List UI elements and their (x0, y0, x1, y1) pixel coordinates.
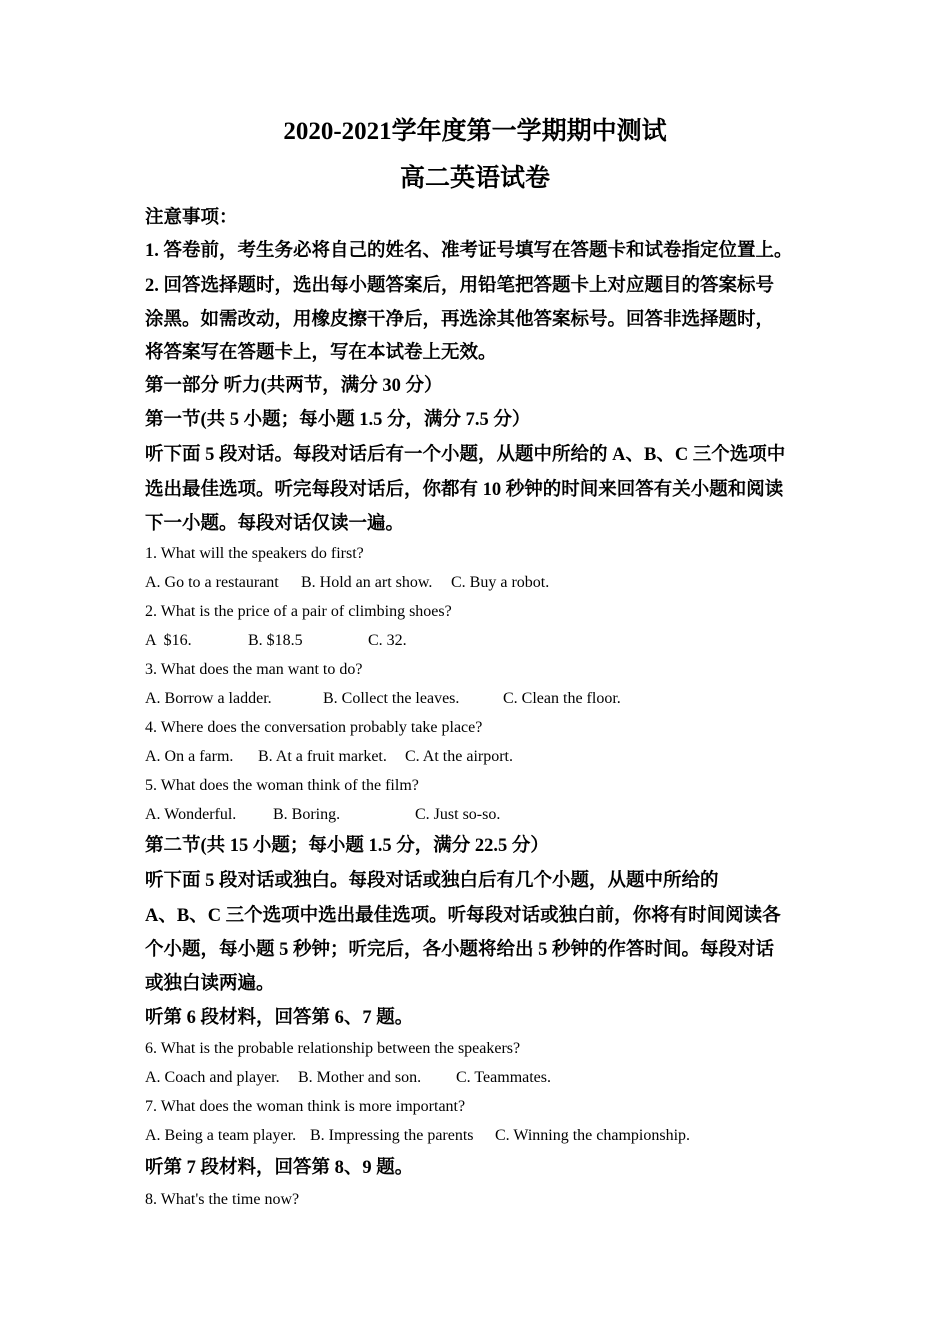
question-options (145, 804, 845, 826)
option-b: B. Mother and son. (298, 1069, 422, 1086)
option-b: B. Impressing the parents (310, 1127, 474, 1144)
question-stem: 6. What is the probable relationship between the speakers? (145, 1040, 521, 1057)
section1-heading: 第一节(共 5 小题；每小题 1.5 分，满分 7.5 分） (145, 410, 531, 430)
question-stem: 1. What will the speakers do first? (145, 545, 364, 562)
question-options (145, 688, 845, 710)
notice-item-2-line-3: 将答案写在答题卡上，写在本试卷上无效。 (145, 343, 497, 363)
option-b: B. Collect the leaves. (323, 690, 460, 707)
option-b: B. $18.5 (248, 632, 303, 649)
question-options (145, 746, 845, 768)
question-stem: 3. What does the man want to do? (145, 661, 363, 678)
option-c: C. Winning the championship. (495, 1127, 691, 1144)
section1-instruction-line-1: 听下面 5 段对话。每段对话后有一个小题，从题中所给的 A、B、C 三个选项中 (145, 445, 786, 465)
question-stem: 8. What's the time now? (145, 1191, 300, 1208)
section1-instruction-line-2: 选出最佳选项。听完每段对话后，你都有 10 秒钟的时间来回答有关小题和阅读 (145, 480, 784, 500)
question-stem: 2. What is the price of a pair of climbing shoes? (145, 603, 452, 620)
option-b: B. Hold an art show. (301, 574, 433, 591)
option-a: A. Wonderful. (145, 806, 237, 823)
option-c: C. At the airport. (405, 748, 513, 765)
exam-subtitle: 高二英语试卷 (399, 165, 550, 192)
option-c: C. Buy a robot. (451, 574, 550, 591)
notice-heading: 注意事项： (145, 208, 238, 228)
option-a: A. Go to a restaurant (145, 574, 279, 591)
question-options (145, 630, 845, 652)
question-stem: 7. What does the woman think is more important? (145, 1098, 466, 1115)
notice-item-1: 1. 答卷前，考生务必将自己的姓名、准考证号填写在答题卡和试卷指定位置上。 (145, 241, 793, 261)
section2-instruction-line-1: 听下面 5 段对话或独白。每段对话或独白后有几个小题，从题中所给的 (145, 871, 719, 891)
option-c: C. 32. (368, 632, 407, 649)
question-stem: 5. What does the woman think of the film? (145, 777, 419, 794)
exam-title: 2020-2021学年度第一学期期中测试 (283, 118, 667, 145)
question-stem: 4. Where does the conversation probably take place? (145, 719, 483, 736)
section2-instruction-line-2: A、B、C 三个选项中选出最佳选项。听每段对话或独白前，你将有时间阅读各 (145, 906, 781, 926)
material-6-heading: 听第 6 段材料，回答第 6、7 题。 (145, 1008, 414, 1028)
option-a: A. On a farm. (145, 748, 234, 765)
part1-heading: 第一部分 听力(共两节，满分 30 分） (145, 376, 443, 396)
option-a: A. Being a team player. (145, 1127, 297, 1144)
option-b: B. At a fruit market. (258, 748, 387, 765)
option-a: A. Borrow a ladder. (145, 690, 272, 707)
option-c: C. Just so-so. (415, 806, 501, 823)
option-c: C. Teammates. (456, 1069, 552, 1086)
question-options (145, 572, 845, 594)
section2-heading: 第二节(共 15 小题；每小题 1.5 分，满分 22.5 分） (145, 836, 549, 856)
option-b: B. Boring. (273, 806, 341, 823)
section2-instruction-line-4: 或独白读两遍。 (145, 974, 275, 994)
notice-item-2-line-2: 涂黑。如需改动，用橡皮擦干净后，再选涂其他答案标号。回答非选择题时， (145, 310, 775, 330)
question-options (145, 1125, 845, 1147)
material-7-heading: 听第 7 段材料，回答第 8、9 题。 (145, 1158, 414, 1178)
option-a: A. Coach and player. (145, 1069, 280, 1086)
question-options (145, 1067, 845, 1089)
section2-instruction-line-3: 个小题，每小题 5 秒钟；听完后，各小题将给出 5 秒钟的作答时间。每段对话 (145, 940, 775, 960)
notice-item-2-line-1: 2. 回答选择题时，选出每小题答案后，用铅笔把答题卡上对应题目的答案标号 (145, 276, 775, 296)
option-c: C. Clean the floor. (503, 690, 621, 707)
section1-instruction-line-3: 下一小题。每段对话仅读一遍。 (145, 514, 405, 534)
option-a: A $16. (145, 632, 192, 649)
